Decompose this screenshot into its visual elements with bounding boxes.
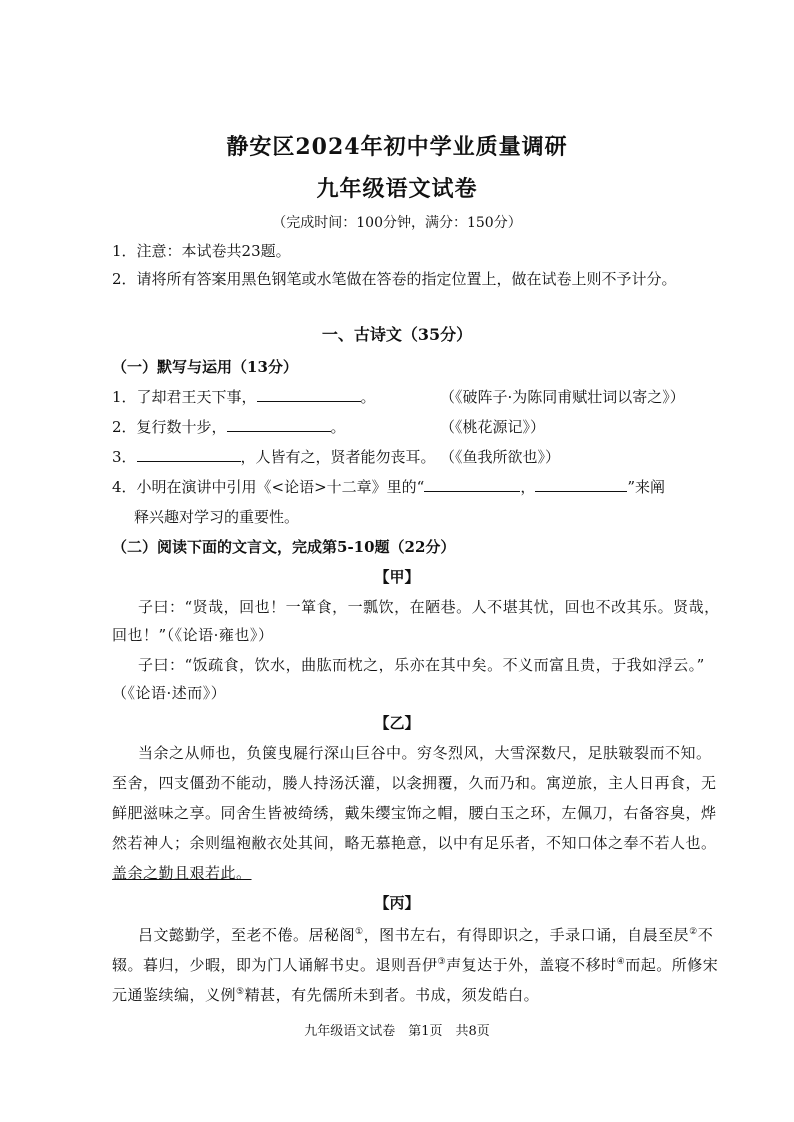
yi-line-1: 当余之从师也，负箧曳屣行深山巨谷中。穷冬烈风，大雪深数尺，足肤皲裂而不知。 — [138, 744, 712, 762]
jia-line-3: 子曰：“饭疏食，饮水，曲肱而枕之，乐亦在其中矣。不义而富且贵，于我如浮云。” — [138, 656, 705, 674]
note-1: 1．注意：本试卷共23题。 — [112, 242, 291, 260]
question-4-cont: 释兴趣对学习的重要性。 — [134, 508, 300, 526]
question-4 — [112, 476, 665, 497]
q2-text: 2．复行数十步， — [112, 418, 227, 436]
q4-comma: ， — [520, 478, 536, 496]
bing-line-3 — [112, 984, 539, 1005]
bing-text: 而起。所修宋 — [625, 956, 719, 974]
part1-title: （一）默写与运用（13分） — [112, 358, 298, 376]
q1-source: （《破阵子·为陈同甫赋壮词以寄之》） — [440, 388, 685, 406]
bing-text: 不 — [697, 926, 714, 944]
question-2 — [112, 416, 346, 437]
yi-line-5-underlined: 盖余之勤且艰若此。 — [112, 864, 252, 882]
q4-end: ”来阐 — [627, 478, 666, 496]
yi-line-3: 鲜肥滋味之享。同舍生皆被绮绣，戴朱缨宝饰之帽，腰白玉之环，左佩刀，右备容臭，烨 — [112, 804, 717, 822]
q2-source: （《桃花源记》） — [440, 418, 546, 436]
q3-text: ，人皆有之，贤者能勿丧耳。 — [240, 448, 436, 466]
bing-text: 辍。暮归，少暇，即为门人诵解书史。退则吾伊 — [112, 956, 438, 974]
question-3 — [112, 446, 436, 467]
note-marker: ① — [355, 927, 364, 937]
note-marker: ④ — [616, 957, 626, 967]
bing-line-1 — [138, 924, 713, 945]
bing-text: 吕文懿勤学，至老不倦。居秘阁 — [138, 926, 356, 944]
page-footer: 九年级语文试卷 第1页 共8页 — [304, 1024, 490, 1039]
answer-blank — [535, 477, 627, 492]
q1-text: 1．了却君王天下事， — [112, 388, 257, 406]
exam-title: 静安区2024年初中学业质量调研 — [226, 134, 568, 160]
bing-text: ，图书左右，有得即识之，手录口诵，自晨至昃 — [363, 926, 690, 944]
answer-blank — [137, 447, 241, 462]
yi-line-4: 然若神人；余则缊袍敝衣处其间，略无慕艳意，以中有足乐者，不知口体之奉不若人也。 — [112, 834, 717, 852]
q2-end: 。 — [330, 418, 346, 436]
note-marker: ⑤ — [236, 987, 245, 997]
answer-blank — [227, 417, 331, 432]
note-marker: ② — [689, 927, 698, 937]
bing-text: 声复达于外，盖寝不移时 — [446, 956, 617, 974]
passage-yi-label: 【乙】 — [374, 714, 420, 732]
q3-source: （《鱼我所欲也》） — [440, 448, 561, 466]
jia-line-1: 子曰：“贤哉，回也！一箪食，一瓢饮，在陋巷。人不堪其忧，回也不改其乐。贤哉， — [138, 598, 720, 616]
bing-line-2 — [112, 954, 718, 975]
passage-bing-label: 【丙】 — [374, 894, 420, 912]
question-1 — [112, 386, 376, 407]
answer-blank — [424, 477, 520, 492]
passage-jia-label: 【甲】 — [374, 568, 420, 586]
q4-text: 4．小明在演讲中引用《<论语>十二章》里的“ — [112, 478, 425, 496]
note-2: 2．请将所有答案用黑色钢笔或水笔做在答卷的指定位置上，做在试卷上则不予计分。 — [112, 270, 677, 288]
exam-meta: （完成时间：100分钟，满分：150分） — [272, 215, 522, 231]
note-marker: ③ — [437, 957, 447, 967]
jia-line-4: （《论语·述而》） — [112, 684, 227, 702]
yi-line-2: 至舍，四支僵劲不能动，媵人持汤沃灌，以衾拥覆，久而乃和。寓逆旅，主人日再食，无 — [112, 774, 717, 792]
part2-title: （二）阅读下面的文言文，完成第5-10题（22分） — [112, 538, 456, 556]
q1-end: 。 — [360, 388, 376, 406]
jia-line-2: 回也！”（《论语·雍也》） — [112, 626, 274, 644]
bing-text: 元通鉴续编，义例 — [112, 986, 237, 1004]
section-title: 一、古诗文（35分） — [321, 325, 473, 344]
bing-text: 精甚，有先儒所未到者。书成，须发皓白。 — [244, 986, 540, 1004]
exam-subtitle: 九年级语文试卷 — [316, 176, 478, 202]
q3-num: 3． — [112, 448, 137, 466]
answer-blank — [257, 387, 361, 402]
